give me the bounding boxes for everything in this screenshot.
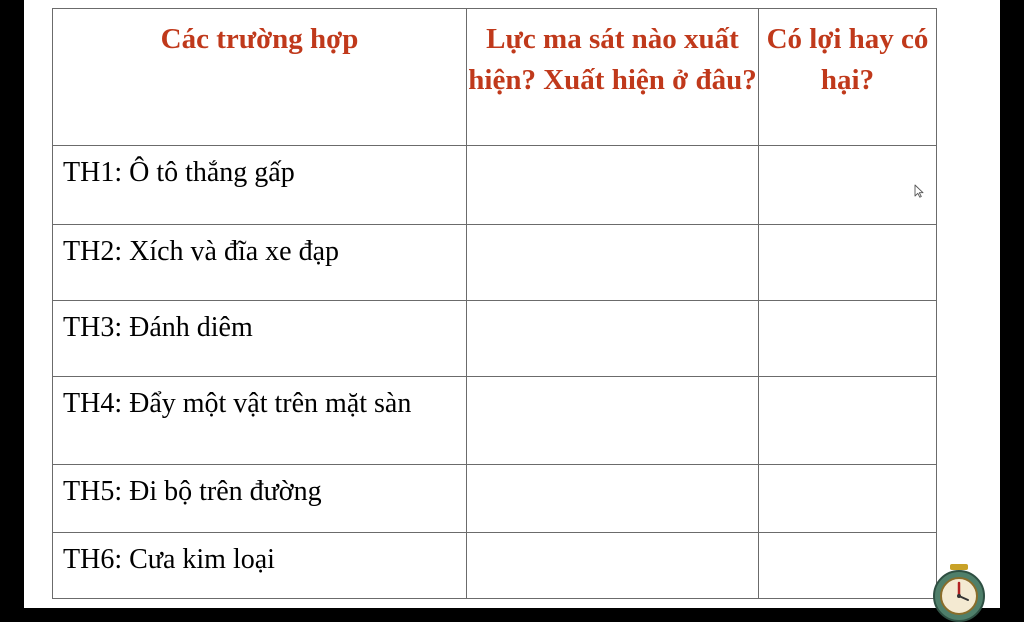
mouse-pointer-icon [914,184,924,198]
friction-cases-table [52,8,937,599]
alarm-clock-icon [930,564,988,622]
effect-cell [759,465,937,533]
case-cell: TH1: Ô tô thắng gấp [53,146,467,225]
table-header-row [53,9,937,146]
table-row [53,146,937,225]
table-row [53,465,937,533]
friction-cell [467,377,759,465]
slide [24,0,1000,608]
table-row [53,301,937,377]
friction-cell [467,465,759,533]
header-friction: Lực ma sát nào xuất hiện? Xuất hiện ở đâu? [467,9,759,146]
effect-cell [759,225,937,301]
case-cell: TH6: Cưa kim loại [53,533,467,599]
table-row [53,225,937,301]
friction-cell [467,146,759,225]
case-cell: TH5: Đi bộ trên đường [53,465,467,533]
effect-cell [759,146,937,225]
effect-cell [759,301,937,377]
effect-cell [759,533,937,599]
header-cases: Các trường hợp [53,9,467,146]
friction-cell [467,301,759,377]
header-effect: Có lợi hay có hại? [759,9,937,146]
friction-cell [467,533,759,599]
table-row [53,377,937,465]
friction-cell [467,225,759,301]
case-cell: TH3: Đánh diêm [53,301,467,377]
case-cell: TH4: Đẩy một vật trên mặt sàn [53,377,467,465]
case-cell: TH2: Xích và đĩa xe đạp [53,225,467,301]
table-row [53,533,937,599]
effect-cell [759,377,937,465]
